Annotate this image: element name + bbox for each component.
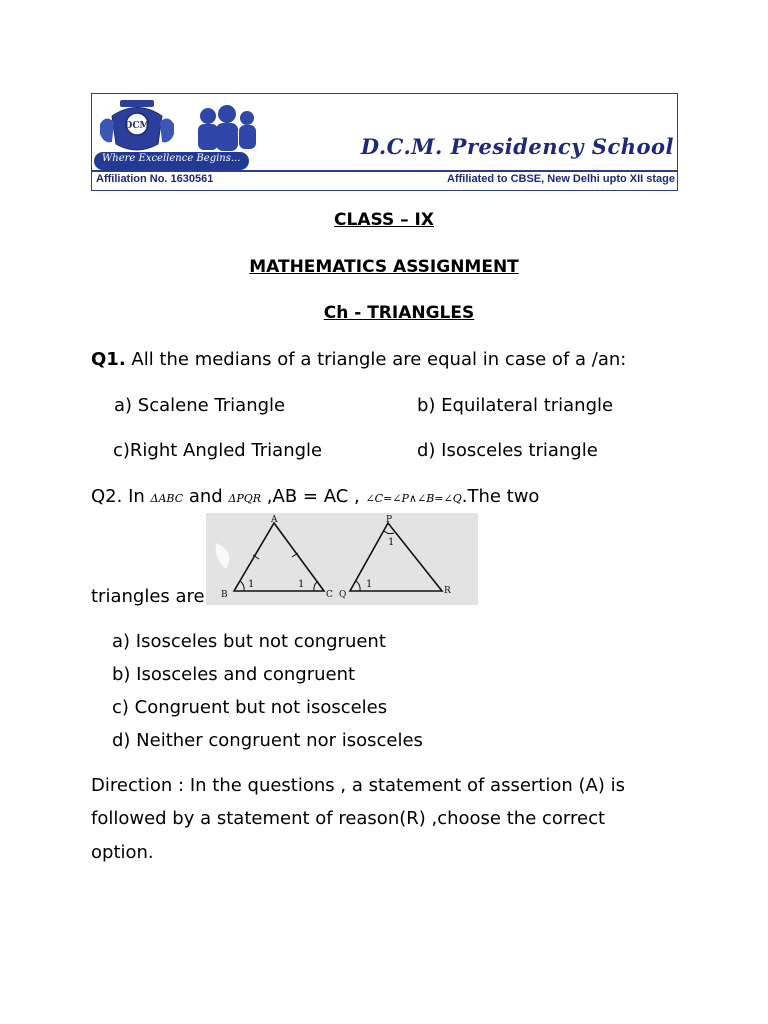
q1-option-a: a) Scalene Triangle: [114, 395, 286, 416]
q2-and: and: [183, 486, 229, 507]
chapter-title: Ch - TRIANGLES: [323, 303, 475, 323]
school-tagline: Where Excellence Begins...: [102, 153, 241, 164]
direction-line-1: Direction : In the questions , a statement of assertion (A) is: [91, 775, 625, 796]
direction-line-3: option.: [91, 842, 154, 863]
svg-text:1: 1: [366, 579, 373, 590]
q1-option-b: b) Equilateral triangle: [417, 395, 614, 416]
q2-condition-angles: ∠C=∠P∧∠B=∠Q: [365, 492, 462, 505]
q2-prefix: Q2. In: [91, 486, 151, 507]
q2-option-d: d) Neither congruent nor isosceles: [112, 730, 423, 751]
affiliation-strip: [92, 170, 677, 190]
q2-triangle-pqr: ΔPQR: [228, 492, 262, 505]
svg-text:1: 1: [298, 579, 305, 590]
triangles-figure: [206, 513, 478, 605]
svg-text:P: P: [386, 515, 393, 525]
svg-text:A: A: [271, 515, 278, 525]
triangles-diagram: [206, 513, 478, 605]
svg-text:C: C: [326, 590, 333, 600]
q2-option-c: c) Congruent but not isosceles: [112, 697, 388, 718]
svg-text:DCM: DCM: [124, 121, 150, 131]
svg-text:Q: Q: [339, 590, 347, 600]
svg-text:R: R: [444, 586, 451, 596]
affiliation-board: Affiliated to CBSE, New Delhi upto XII stage: [447, 173, 675, 185]
q2-line-2: triangles are: [91, 586, 205, 607]
q1-option-c: c)Right Angled Triangle: [113, 440, 323, 461]
svg-text:B: B: [221, 590, 228, 600]
svg-text:1: 1: [388, 537, 395, 548]
affiliation-number: Affiliation No. 1630561: [96, 173, 214, 185]
q2-condition-sides: ,AB = AC ,: [261, 486, 366, 507]
q2-option-a: a) Isosceles but not congruent: [112, 631, 386, 652]
q1-number: Q1.: [91, 349, 126, 370]
subject-title: MATHEMATICS ASSIGNMENT: [249, 257, 519, 277]
question-2: [91, 486, 539, 507]
direction-line-2: followed by a statement of reason(R) ,choose the correct: [91, 808, 606, 829]
subject-title-row: [0, 257, 768, 277]
chapter-title-row: [0, 303, 768, 323]
q1-text: All the medians of a triangle are equal in case of a /an:: [125, 349, 627, 370]
q2-triangle-abc: ΔABC: [150, 492, 184, 505]
class-title-row: [0, 210, 768, 230]
tagline-bar: [94, 152, 249, 170]
question-1: [91, 349, 626, 370]
q2-suffix: .The two: [461, 486, 540, 507]
svg-text:1: 1: [248, 579, 255, 590]
school-header-banner: [91, 93, 678, 191]
q2-option-b: b) Isosceles and congruent: [112, 664, 356, 685]
school-name: D.C.M. Presidency School: [360, 134, 674, 159]
q1-option-d: d) Isosceles triangle: [417, 440, 598, 461]
class-title: CLASS – IX: [334, 210, 434, 230]
